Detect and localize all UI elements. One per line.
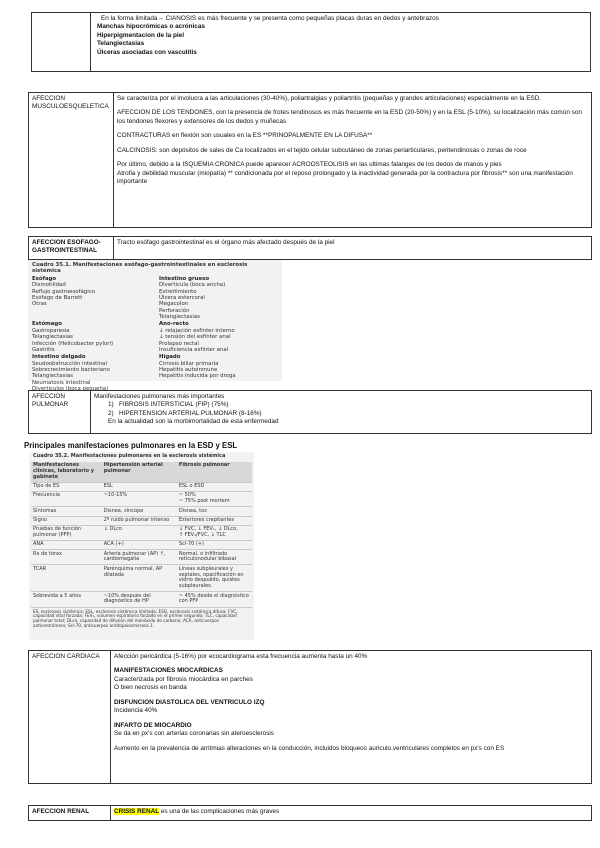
gi-group-item: Gastritis: [32, 346, 55, 353]
table-cell: ~ 50% ~ 75% post mortem: [177, 492, 252, 507]
gi-group-item: Megacolon: [159, 301, 189, 308]
renal-content: [111, 806, 592, 821]
table-row: [31, 592, 252, 607]
musculo-table: [28, 92, 592, 228]
gi-group-item: Esófago de Barrett: [32, 294, 83, 301]
renal-highlight: CRISIS RENAL: [114, 808, 160, 815]
table-row: [31, 565, 252, 592]
table-cell: ANA: [31, 541, 102, 550]
gi-table: [28, 236, 592, 260]
skin-item: Úlceras asociadas con vasculitis: [97, 48, 197, 56]
table-cell: Parénquima normal, AP dilatada: [102, 565, 177, 592]
cardiac-h1a: Caracterizada por fibrosis miocárdica en parches: [114, 675, 253, 683]
pulm-closing: En la actualidad son la morbimortalidad de esta enfermedad: [108, 418, 279, 426]
musculo-p1: Se caracteriza por el involucra a las articulaciones (30-40%), poliartralgias y poliartritis (pequeñas y grandes articulaciones) especialmente en la ESD.: [117, 95, 542, 102]
table-cell: Tipo de ES: [31, 482, 102, 491]
pulm-header-cell: Hipertensión arterial pulmonar: [102, 462, 177, 483]
gi-group: [159, 276, 278, 321]
musculo-content: [114, 93, 592, 228]
musculo-p5b: Atrofia y debilidad muscular (miopatía) ** condicionada por el reposo prolongado y la inactividad generada por la contractura por fibrosis** son una manifestación importante: [117, 169, 573, 186]
table-row: [31, 492, 252, 507]
gi-group-item: Prolapso rectal: [159, 340, 199, 347]
gi-group-title: Intestino delgado: [32, 354, 86, 361]
cardiac-h2: DISFUNCION DIASTOLICA DEL VENTRICULO IZQ: [114, 698, 265, 706]
pulm-scan-grid: [31, 462, 252, 608]
pulm-intro: Manifestaciones pulmonares más importantes: [94, 393, 225, 400]
gi-group-item: Gastroparesia: [32, 327, 70, 334]
cardiac-h1: MANIFESTACIONES MIOCARDICAS: [114, 667, 223, 675]
table-row: [31, 525, 252, 540]
gi-group: [32, 354, 151, 392]
table-row: [31, 482, 252, 491]
skin-item: Hiperpigmentacion de la piel: [97, 31, 185, 39]
gi-group-title: Ano-recto: [159, 321, 189, 328]
table-cell: ~10% después del diagnóstico de HP: [102, 592, 177, 607]
pulm-item-1: 1) FIBROSIS INTERSTICIAL (FIP) (75%): [108, 401, 229, 409]
gi-group-item: Infección (Helicobacter pylori): [32, 340, 114, 347]
table-cell: ESL: [102, 482, 177, 491]
gi-group-item: Sobrecrecimiento bacteriano: [32, 367, 110, 373]
table-cell: 2º ruido pulmonar intenso: [102, 516, 177, 525]
cianosis-line: En la forma limitada→ CIANOSIS es más frecuente y se presenta como pequeñas placas duras en dedos y antebrazos: [101, 15, 439, 22]
gi-group-item: Neumatosis intestinal: [32, 379, 91, 386]
gi-group-item: Dismotilidad: [32, 282, 66, 289]
gi-text: Tracto esófago gastrointestinal es el órgano más afectado después de la piel: [114, 237, 592, 260]
table-row: [31, 541, 252, 550]
gi-group-item: ↓ tensión del esfínter anal: [159, 334, 231, 341]
gi-group: [159, 354, 278, 392]
pulm-scan-caption: Cuadro 35.2. Manifestaciones pulmonares en la esclerosis sistémica: [33, 453, 226, 459]
gi-group-item: Hepatitis inducida por droga: [159, 373, 236, 380]
pulm-item-text: FIBROSIS INTERSTICIAL (FIP) (75%): [119, 401, 229, 409]
pulm-scan-header: [31, 462, 252, 483]
pulm-header-cell: Fibrosis pulmonar: [177, 462, 252, 483]
table-cell: ~ 45% desde el diagnóstico con PFP: [177, 592, 252, 607]
gi-group-title: Hígado: [159, 354, 181, 361]
table-cell: ↓ DLco: [102, 525, 177, 540]
top-table: [31, 12, 591, 72]
pulm-scan-footnote: ES, esclerosis sistémica; ESL, esclerosis sistémica limitada; ESD, esclerosis sistémica difusa; FVC, capacidad vital forzada; FEV₁, volumen espiratorio forzado en el primer segundo; TLC, capacidad pulmonar total; DLco, capacidad de difusión del monóxido de carbono; ACA, anticuerpos anticentrómero; Scl-70, anticuerpos antitopoisomerasa 1.: [33, 608, 238, 629]
table-row: [31, 507, 252, 516]
gi-group: [32, 276, 151, 321]
gi-group-item: Reflujo gastroesofágico: [32, 288, 95, 295]
table-cell: Arteria pulmonar (AP) ↑, cardiomegalia: [102, 550, 177, 565]
skin-item: Manchas hipocrómicas o acrónicas: [97, 23, 205, 31]
gi-group-item: Diverticula (boca ancha): [159, 282, 226, 289]
gi-group-item: Hepatitis autoinmune: [159, 367, 218, 373]
table-row: [31, 550, 252, 565]
gi-scan-caption: Cuadro 35.1. Manifestaciones esófago-gastrointestinales en esclerosis sistémica: [32, 262, 248, 275]
gi-group-item: Úlcera estercoral: [159, 294, 205, 301]
pulm-table: [28, 390, 592, 434]
cardiac-h3a: Se da en px's con arterias coronarias sin ateroesclerosis: [114, 730, 274, 738]
musculo-p2: AFECCION DE LOS TENDONES, con la presencia de frotes tendinosos es más frecuente en la ESD (20-50%) y en la ESL (5-10%), su localización más común son los tendones flexores y extensores de los dedos y muñecas: [117, 109, 582, 125]
gi-group-item: Insuficiencia esfínter anal: [159, 346, 229, 353]
top-table-content: [91, 13, 591, 72]
table-cell: Disnea, tos: [177, 507, 252, 516]
cardiac-p-last: Aumento en la prevalencia de arritmias alteraciones en la conducción, incluidos bloqueos auriculo.ventriculares completos en px's con ES: [114, 744, 505, 752]
gi-group-title: Esófago: [32, 275, 57, 282]
cardiac-label: AFECCION CARDIACA: [29, 651, 111, 784]
cardiac-h3: INFARTO DE MIOCARDIO: [114, 721, 192, 729]
cardiac-p1: Afección pericárdica (5-16%) por ecocardiograma esta frecuencia aumenta hasta un 40%: [114, 653, 368, 660]
gi-group-title: Estómago: [32, 321, 62, 328]
renal-table: [28, 805, 592, 821]
pulm-heading: Principales manifestaciones pulmonares en la ESD y ESL: [24, 441, 238, 450]
table-cell: Síntomas: [31, 507, 102, 516]
gi-group-title: Intestino grueso: [159, 275, 210, 282]
table-row: [31, 516, 252, 525]
pulm-label: AFECCION PULMONAR: [29, 391, 91, 434]
gi-group-item: Telangiectasias: [32, 334, 73, 341]
table-cell: Pruebas de función pulmonar (PFP): [31, 525, 102, 540]
table-cell: TCAR: [31, 565, 102, 592]
gi-group-item: Diverticulos (boca pequeña): [32, 386, 109, 393]
cardiac-table: [28, 650, 592, 784]
gi-label: AFECCION ESOFAGO-GASTROINTESTINAL: [29, 237, 114, 260]
table-cell: ESL o ESD: [177, 482, 252, 491]
table-cell: Scl-70 (+): [177, 541, 252, 550]
musculo-p3: CONTRACTURAS en flexión son usuales en la ES **PRINOPALMENTE EN LA DIFUSA**: [117, 132, 373, 140]
gi-group-item: Telangiectasias: [32, 373, 73, 380]
table-cell: ACA (+): [102, 541, 177, 550]
gi-group-item: Perforación: [159, 307, 190, 314]
table-cell: Estertores crepitantes: [177, 516, 252, 525]
gi-scan-table: [28, 260, 282, 393]
gi-group-item: Estreñimiento: [159, 288, 197, 295]
table-cell: ~10-15%: [102, 492, 177, 507]
table-cell: Rx de tórax: [31, 550, 102, 565]
gi-group-item: Seudoobstrucción intestinal: [32, 360, 107, 367]
skin-item: Telangiectasias: [97, 40, 145, 48]
pulm-content: [91, 391, 592, 434]
table-cell: Normal, o infiltrado reticulonodular bibasal: [177, 550, 252, 565]
cardiac-h2a: Incidencia 40%: [114, 707, 158, 715]
pulm-header-cell: Manifestaciones clínicas, laboratorio y gabinete: [31, 462, 102, 483]
renal-text: es una de las complicaciones más graves: [159, 808, 280, 815]
top-table-empty-cell: [32, 13, 91, 72]
pulm-item-2: 2) HIPERTENSION ARTERIAL PULMONAR (8-16%): [108, 409, 262, 417]
musculo-p4: CALCINOSIS: son depósitos de sales de Ca localizados en el tejido celular subcutáneo de zonas periarticulares, peritendinosas o zonas de roce: [117, 146, 527, 154]
gi-group-item: Telangiectasias: [159, 314, 200, 320]
renal-label: AFECCION RENAL: [29, 806, 111, 821]
gi-group-item: ↓ relajación esfínter interno: [159, 327, 235, 334]
gi-group-item: Cirrosis biliar primaria: [159, 360, 219, 367]
musculo-p5a: Por último, debido a la ISQUEMIA CRONICA puede aparecer ACROOSTEOLISIS en las ultimas falanges de los dedos de manos y pies: [117, 161, 502, 169]
musculo-label: AFECCION MUSCULOESQUELETICA: [29, 93, 114, 228]
gi-group: [159, 321, 278, 353]
table-cell: Frecuencia: [31, 492, 102, 507]
table-cell: ↓ FVC, ↓ FEV₁, ↓ DLco, ↑ FEV₁/FVC, ↓ TLC: [177, 525, 252, 540]
cardiac-content: [111, 651, 592, 784]
pulm-scan-table: [29, 452, 254, 640]
cardiac-h1b: O bien necrosis en banda: [114, 684, 187, 692]
table-cell: Disnea, síncope: [102, 507, 177, 516]
gi-group-item: Otras: [32, 301, 47, 308]
pulm-item-text: HIPERTENSION ARTERIAL PULMONAR (8-16%): [119, 409, 262, 417]
gi-group: [32, 321, 151, 353]
table-cell: Líneas subpleurales y septales, opacificación en vidrio despulido, quistes subpleurales.: [177, 565, 252, 592]
table-cell: Sobrevida a 5 años: [31, 592, 102, 607]
table-cell: Signo: [31, 516, 102, 525]
